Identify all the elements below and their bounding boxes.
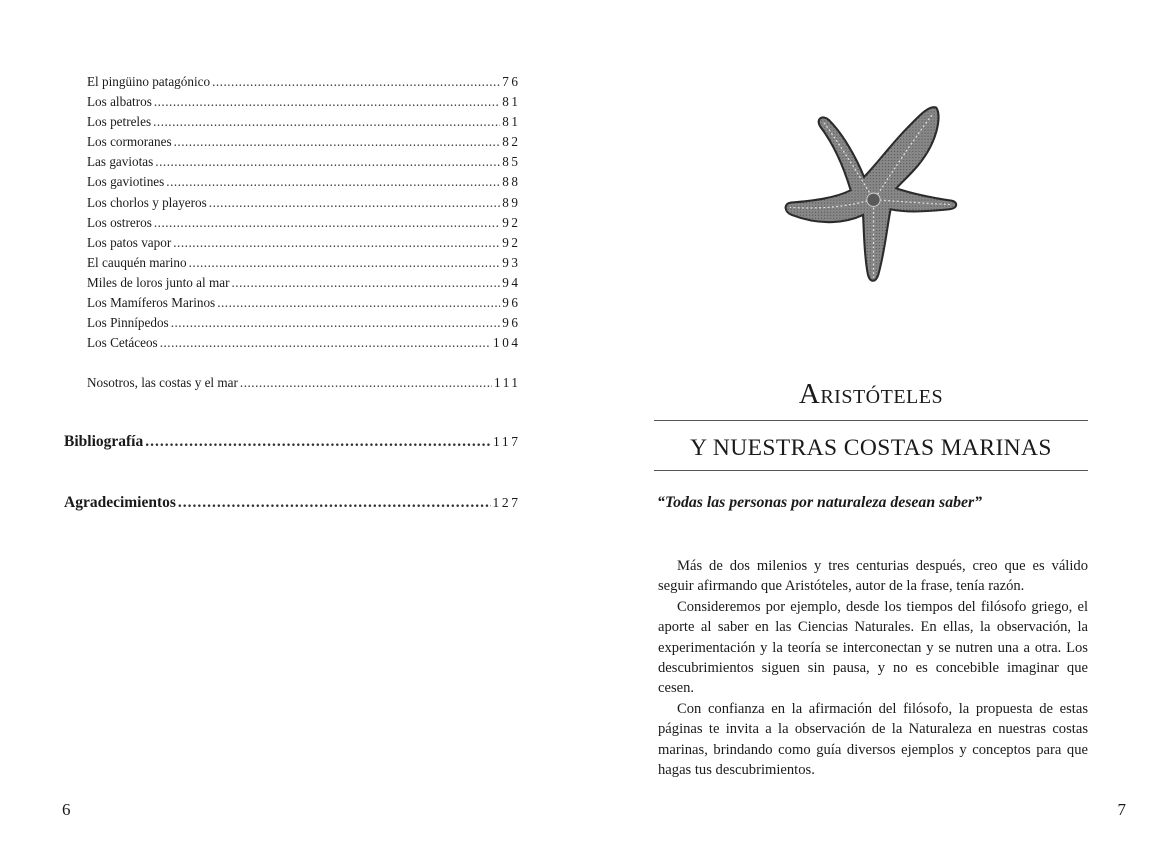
toc-entry-page: 93 bbox=[502, 254, 521, 270]
toc-leader bbox=[153, 112, 500, 132]
toc-entry bbox=[87, 112, 521, 132]
toc-entry bbox=[87, 313, 521, 333]
title-rule-bottom bbox=[654, 470, 1088, 471]
toc-entry-page: 92 bbox=[502, 234, 521, 250]
paragraph: Con confianza en la afirmación del filósofo, la propuesta de estas páginas te invita a la observación de la Naturaleza en nuestras costas marinas, brindando como guía diversos ejemplos y conceptos para que hagas tus descubrimientos. bbox=[658, 700, 1088, 779]
paragraph: Consideremos por ejemplo, desde los tiempos del filósofo griego, el aporte al saber en las Ciencias Naturales. En ellas, la observación, la experimentación y la teoría se interconectan y se nutren una a otra. Los descubrimientos siguen sin pausa, y no es concebible imaginar que cesen. bbox=[658, 598, 1088, 697]
toc-leader bbox=[209, 193, 500, 213]
toc-entry-title: Los albatros bbox=[87, 94, 152, 110]
toc-entry-title: Los Pinnípedos bbox=[87, 315, 169, 331]
toc-entry bbox=[87, 333, 521, 353]
toc-entry-title: Los patos vapor bbox=[87, 234, 172, 250]
title-rule-top bbox=[654, 420, 1088, 421]
toc-entry bbox=[87, 233, 521, 253]
toc-entry-page: 81 bbox=[502, 94, 521, 110]
toc-leader bbox=[217, 293, 500, 313]
toc-entry bbox=[87, 132, 521, 152]
right-page bbox=[581, 0, 1163, 867]
toc-entry-page: 81 bbox=[502, 114, 521, 130]
toc-entry-title: El pingüino patagónico bbox=[87, 74, 211, 89]
toc-entry-title: Agradecimientos bbox=[64, 494, 176, 511]
toc-entry bbox=[87, 193, 521, 213]
left-page bbox=[0, 0, 581, 867]
toc-acknowledgements bbox=[64, 491, 521, 515]
toc-entry bbox=[87, 152, 521, 172]
toc-leader bbox=[240, 373, 492, 393]
toc-entry-title: Nosotros, las costas y el mar bbox=[87, 375, 238, 391]
toc-entry-title: Los Cetáceos bbox=[87, 335, 158, 351]
toc-entry-page: 82 bbox=[502, 134, 521, 150]
toc-entry-title: Los cormoranes bbox=[87, 134, 172, 150]
body-text bbox=[658, 556, 1088, 780]
toc-bibliography bbox=[64, 430, 521, 454]
toc-entry-title: Miles de loros junto al mar bbox=[87, 274, 230, 290]
toc-leader bbox=[166, 172, 500, 192]
toc-entry-page: 76 bbox=[502, 74, 521, 89]
toc-leader bbox=[174, 132, 501, 152]
toc-entry-title: Bibliografía bbox=[64, 433, 144, 450]
toc-entry-title: Los ostreros bbox=[87, 214, 152, 230]
toc-leader bbox=[178, 491, 491, 515]
toc-entry-title: Las gaviotas bbox=[87, 154, 154, 170]
table-of-contents bbox=[87, 72, 521, 394]
toc-spacer bbox=[87, 353, 518, 373]
toc-entry-page: 85 bbox=[502, 154, 521, 170]
toc-entry-title: Los petreles bbox=[87, 114, 152, 130]
toc-entry bbox=[87, 172, 521, 192]
toc-entry-page: 88 bbox=[502, 174, 521, 190]
toc-leader bbox=[231, 273, 500, 293]
toc-entry-page: 94 bbox=[502, 274, 521, 290]
toc-entry-page: 96 bbox=[502, 315, 521, 331]
chapter-title: Aristóteles bbox=[798, 378, 944, 410]
page-number-left: 6 bbox=[62, 800, 71, 819]
toc-leader bbox=[155, 152, 500, 172]
toc-entry-page: 96 bbox=[502, 295, 521, 311]
toc-entry-page: 111 bbox=[493, 375, 521, 391]
toc-entry bbox=[87, 253, 521, 273]
epigraph-quote: “Todas las personas por naturaleza desean saber” bbox=[657, 494, 983, 511]
toc-entry-page: 127 bbox=[492, 495, 521, 510]
toc-leader bbox=[173, 233, 500, 253]
toc-entry-title: Los Mamíferos Marinos bbox=[87, 295, 216, 311]
toc-leader bbox=[171, 313, 501, 333]
toc-entry bbox=[87, 213, 521, 233]
toc-entry-page: 117 bbox=[493, 434, 521, 449]
toc-entry-title: Los gaviotines bbox=[87, 174, 165, 190]
page-number-right: 7 bbox=[1117, 800, 1126, 819]
toc-entry bbox=[64, 491, 521, 515]
toc-entry-title: El cauquén marino bbox=[87, 254, 187, 270]
toc-entry-page: 89 bbox=[502, 194, 521, 210]
toc-entry-page: 92 bbox=[502, 214, 521, 230]
toc-leader bbox=[154, 213, 500, 233]
toc-entry bbox=[87, 72, 521, 92]
toc-entry bbox=[64, 430, 521, 454]
toc-entry-closing bbox=[87, 373, 521, 393]
toc-leader bbox=[154, 92, 500, 112]
starfish-illustration bbox=[769, 104, 959, 286]
toc-leader bbox=[160, 333, 491, 353]
toc-leader bbox=[212, 72, 500, 92]
toc-entry bbox=[87, 293, 521, 313]
toc-leader bbox=[189, 253, 501, 273]
toc-entry-page: 104 bbox=[493, 335, 521, 351]
toc-entry-title: Los chorlos y playeros bbox=[87, 194, 207, 210]
chapter-subtitle: Y NUESTRAS COSTAS MARINAS bbox=[690, 435, 1052, 461]
paragraph: Más de dos milenios y tres centurias después, creo que es válido seguir afirmando que Aristóteles, autor de la frase, tenía razón. bbox=[658, 558, 1088, 595]
toc-entry bbox=[87, 273, 521, 293]
toc-entry bbox=[87, 92, 521, 112]
toc-leader bbox=[145, 430, 491, 454]
